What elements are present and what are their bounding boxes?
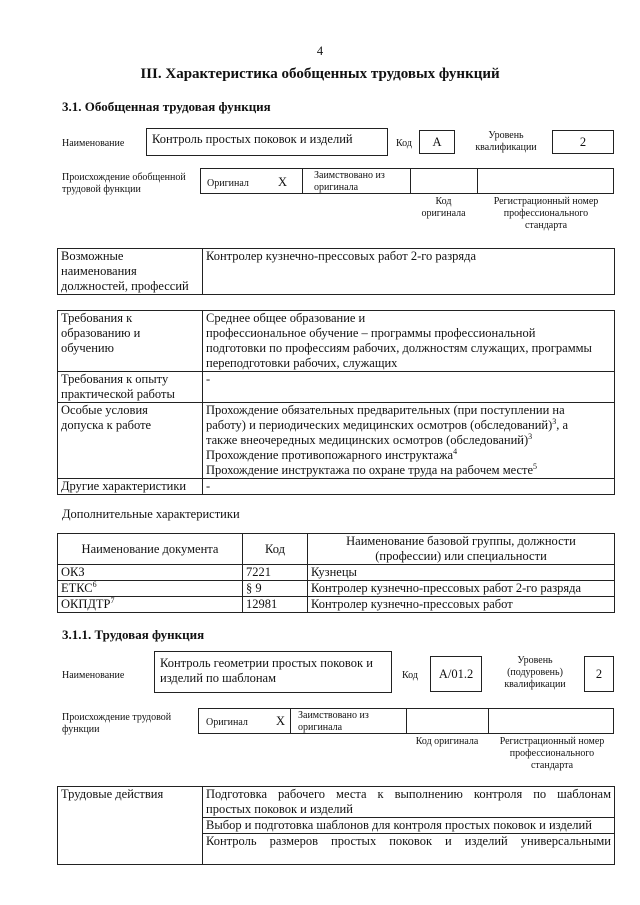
possible-names-label-2: наименования — [61, 264, 137, 278]
actions-label-text: Трудовые действия — [61, 787, 164, 801]
footnote-ref: 5 — [533, 461, 538, 471]
table-row — [58, 597, 615, 613]
cond-line-4-text: Прохождение противопожарного инструктажа — [206, 448, 454, 462]
cond-line-3 — [206, 433, 611, 448]
gtf-level-label-2: квалификации — [475, 142, 537, 153]
col-doc-text: Наименование документа — [81, 541, 219, 556]
row-doc-text: ОКЗ — [61, 565, 85, 579]
tf-code-orig: Код оригинала — [415, 736, 479, 747]
gtf-borrowed-label-2: оригинала — [314, 182, 359, 193]
footnote-ref: 6 — [92, 579, 97, 589]
additional-heading: Дополнительные характеристики — [62, 507, 240, 521]
row-code — [243, 565, 308, 581]
tf-reg-2: профессионального — [509, 748, 595, 759]
exp-value — [203, 372, 615, 403]
col-code-text: Код — [265, 541, 285, 556]
gtf-name-label: Наименование — [62, 138, 125, 149]
gtf-code-orig — [410, 196, 477, 220]
cond-line-5-text: Прохождение инструктажа по охране труда на рабочем месте — [206, 463, 534, 477]
tf-code-field — [430, 656, 482, 692]
gtf-borrowed-label-1: Заимствовано из — [314, 170, 385, 181]
footnote-ref: 7 — [110, 595, 115, 605]
col-name-header — [308, 534, 615, 565]
tf-reg — [490, 736, 614, 772]
tf-reg-1: Регистрационный номер — [499, 736, 605, 747]
action-2: Выбор и подготовка шаблонов для контроля простых поковок и изделий — [206, 818, 592, 832]
other-text: - — [206, 479, 211, 493]
requirements-table — [57, 310, 615, 495]
cond-line-2-text: работу) и периодических медицинских осмотров (обследований) — [206, 418, 553, 432]
action-item — [203, 834, 615, 865]
tf-level-label — [494, 655, 576, 691]
row-name-text: Контролер кузнечно-прессовых работ 2-го разряда — [311, 581, 582, 595]
other-value — [203, 479, 615, 495]
action-item — [203, 787, 615, 818]
actions-label — [58, 787, 203, 865]
actions-clip — [57, 786, 617, 905]
possible-names-table — [57, 248, 615, 295]
tf-code-value: А/01.2 — [438, 667, 474, 681]
cond-line-2 — [206, 418, 611, 433]
tf-level-field — [584, 656, 614, 692]
tf-reg-3: стандарта — [530, 760, 574, 771]
tf-name-label: Наименование — [62, 670, 125, 681]
footnote-ref: 3 — [552, 416, 557, 426]
gtf-code-value: А — [432, 135, 442, 149]
gtf-code-orig-1: Код — [435, 196, 452, 207]
gtf-level-field — [552, 130, 614, 154]
tf-heading: 3.1.1. Трудовая функция — [62, 627, 205, 642]
edu-label-1: Требования к — [61, 311, 133, 325]
possible-names-label-3: должностей, профессий — [61, 279, 189, 293]
exp-text: - — [206, 372, 211, 386]
page-number: 4 — [316, 44, 324, 58]
gtf-original-mark: X — [278, 175, 288, 189]
other-label — [58, 479, 203, 495]
gtf-borrowed-label — [314, 170, 385, 194]
gtf-name-field — [146, 128, 388, 156]
exp-label-2: практической работы — [61, 387, 175, 401]
table-row — [58, 581, 615, 597]
section-title: III. Характеристика обобщенных трудовых функций — [140, 66, 500, 82]
gtf-level-label-1: Уровень — [488, 130, 524, 141]
cond-line-5 — [206, 463, 611, 478]
gtf-origin-label-2: трудовой функции — [62, 184, 141, 195]
action-item — [203, 818, 615, 834]
action-1b: простых поковок и изделий — [206, 802, 353, 816]
actions-table — [57, 786, 615, 865]
cond-line-1: Прохождение обязательных предварительных (при поступлении на — [206, 403, 565, 417]
tf-origin-label — [62, 712, 200, 736]
possible-names-value — [203, 249, 615, 295]
edu-line-1: Среднее общее образование и — [206, 311, 366, 325]
row-doc-text: ЕТКС — [61, 581, 93, 595]
tf-borrowed-1: Заимствовано из — [298, 710, 369, 721]
tf-name-line-2: изделий по шаблонам — [160, 671, 276, 685]
cond-value — [203, 403, 615, 479]
cond-label-1: Особые условия — [61, 403, 148, 417]
gtf-reg-2: профессионального — [503, 208, 589, 219]
table-row — [58, 565, 615, 581]
gtf-heading: 3.1. Обобщенная трудовая функция — [62, 99, 271, 114]
cond-label-2: допуска к работе — [61, 418, 152, 432]
gtf-origin-table — [200, 168, 614, 194]
tf-borrowed-label — [298, 710, 369, 734]
edu-label — [58, 311, 203, 372]
col-name-2: (профессии) или специальности — [375, 549, 547, 563]
row-doc — [58, 565, 243, 581]
row-name — [308, 581, 615, 597]
row-doc-text: ОКПДТР — [61, 597, 111, 611]
gtf-code-label: Код — [396, 138, 412, 149]
action-3: Контроль размеров простых поковок и изделий универсальными — [206, 834, 611, 848]
col-code-header — [243, 534, 308, 565]
row-code-text: § 9 — [246, 581, 262, 595]
gtf-code-field — [419, 130, 455, 154]
gtf-origin-label-1: Происхождение обобщенной — [62, 172, 186, 183]
possible-names-text: Контролер кузнечно-прессовых работ 2-го разряда — [206, 249, 477, 263]
tf-borrowed-2: оригинала — [298, 722, 343, 733]
row-name — [308, 565, 615, 581]
gtf-reg-1: Регистрационный номер — [493, 196, 599, 207]
tf-code-label: Код — [402, 670, 418, 681]
col-name-1: Наименование базовой группы, должности — [346, 534, 576, 548]
tf-name-line-1: Контроль геометрии простых поковок и — [160, 656, 373, 670]
tf-original-label: Оригинал — [206, 717, 248, 728]
cond-line-2-tail: , а — [556, 418, 569, 432]
cond-line-4 — [206, 448, 611, 463]
gtf-level-label — [462, 130, 550, 154]
row-code — [243, 597, 308, 613]
possible-names-label-1: Возможные — [61, 249, 124, 263]
gtf-level-value: 2 — [579, 135, 587, 149]
other-label-text: Другие характеристики — [61, 479, 187, 493]
row-code-text: 12981 — [246, 597, 278, 611]
tf-level-3: квалификации — [504, 679, 566, 690]
exp-label — [58, 372, 203, 403]
edu-label-3: обучению — [61, 341, 114, 355]
edu-line-3: подготовки по профессиям рабочих, должностям служащих, программы — [206, 341, 592, 355]
tf-level-2: (подуровень) — [507, 667, 563, 678]
footnote-ref: 3 — [528, 431, 533, 441]
edu-value — [203, 311, 615, 372]
gtf-name-value: Контроль простых поковок и изделий — [152, 132, 353, 146]
tf-origin-1: Происхождение трудовой — [62, 712, 172, 723]
action-1a: Подготовка рабочего места к выполнению контроля по шаблонам — [206, 787, 611, 801]
row-name — [308, 597, 615, 613]
edu-line-4: переподготовки рабочих, служащих — [206, 356, 398, 370]
edu-line-2: профессиональное обучение – программы профессиональной — [206, 326, 536, 340]
gtf-origin-label — [62, 172, 202, 196]
row-doc — [58, 581, 243, 597]
gtf-original-label: Оригинал — [207, 178, 249, 189]
cond-line-3-text: также внеочередных медицинских осмотров (обследований) — [206, 433, 529, 447]
gtf-code-orig-2: оригинала — [421, 208, 466, 219]
tf-level-1: Уровень — [517, 655, 553, 666]
row-code — [243, 581, 308, 597]
cond-label — [58, 403, 203, 479]
tf-original-mark: X — [276, 714, 286, 728]
tf-origin-2: функции — [62, 724, 100, 735]
possible-names-label — [58, 249, 203, 295]
row-code-text: 7221 — [246, 565, 271, 579]
edu-label-2: образованию и — [61, 326, 141, 340]
exp-label-1: Требования к опыту — [61, 372, 169, 386]
row-doc — [58, 597, 243, 613]
row-name-text: Кузнецы — [311, 565, 357, 579]
gtf-reg — [478, 196, 614, 232]
gtf-reg-3: стандарта — [524, 220, 568, 231]
tf-name-field — [154, 651, 392, 693]
row-name-text: Контролер кузнечно-прессовых работ — [311, 597, 513, 611]
tf-level-value: 2 — [595, 667, 603, 681]
additional-table — [57, 533, 615, 613]
footnote-ref: 4 — [453, 446, 458, 456]
col-doc-header — [58, 534, 243, 565]
